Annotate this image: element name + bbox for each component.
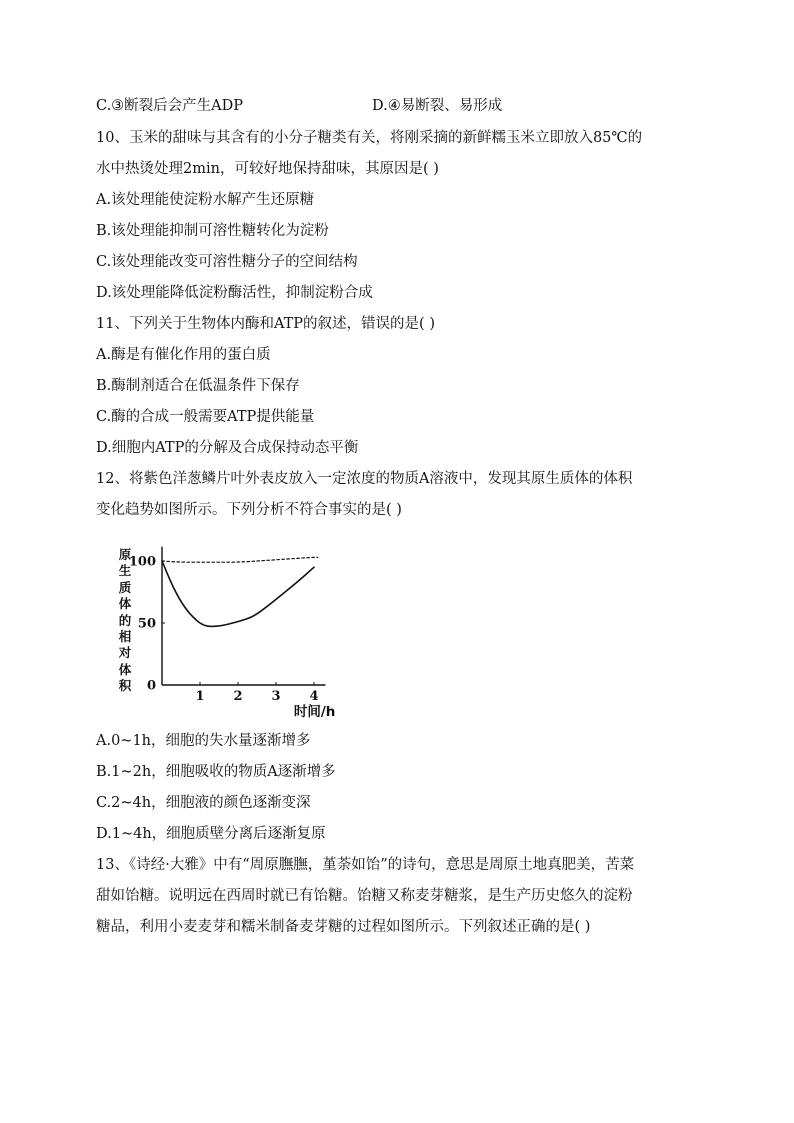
q11-option-c: C.酶的合成一般需要ATP提供能量 bbox=[96, 409, 315, 425]
q11-option-b: B.酶制剂适合在低温条件下保存 bbox=[96, 378, 300, 394]
chart-y-tick-label: 100 bbox=[128, 554, 156, 570]
chart-x-tick-label: 3 bbox=[271, 689, 281, 704]
q11-stem: 11、下列关于生物体内酶和ATP的叙述，错误的是( ) bbox=[96, 316, 435, 332]
q12-option-d: D.1~4h，细胞质壁分离后逐渐复原 bbox=[96, 826, 326, 842]
chart-x-tick-label: 1 bbox=[195, 689, 205, 704]
q11-option-d: D.细胞内ATP的分解及合成保持动态平衡 bbox=[96, 440, 359, 456]
protoplast-volume-chart bbox=[112, 545, 372, 720]
q10-option-c: C.该处理能改变可溶性糖分子的空间结构 bbox=[96, 254, 358, 270]
chart-y-axis-label: 原生质体的相对体积 bbox=[118, 547, 132, 694]
q12-option-a: A.0~1h，细胞的失水量逐渐增多 bbox=[96, 733, 311, 749]
chart-x-axis-label: 时间/h bbox=[293, 704, 336, 720]
chart-series-solid-curve bbox=[162, 561, 314, 626]
q13-stem-line3: 糖品，利用小麦麦芽和糯米制备麦芽糖的过程如图所示。下列叙述正确的是( ) bbox=[96, 919, 591, 935]
q12-option-b: B.1~2h，细胞吸收的物质A逐渐增多 bbox=[96, 764, 336, 780]
q9-option-d: D.④易断裂、易形成 bbox=[372, 98, 503, 114]
q12-stem-line2: 变化趋势如图所示。下列分析不符合事实的是( ) bbox=[96, 502, 402, 518]
chart-x-tick-label: 4 bbox=[309, 689, 319, 704]
chart-x-tick-label: 2 bbox=[233, 689, 243, 704]
q11-option-a: A.酶是有催化作用的蛋白质 bbox=[96, 347, 271, 363]
q10-option-b: B.该处理能抑制可溶性糖转化为淀粉 bbox=[96, 223, 329, 239]
chart-y-tick-label: 50 bbox=[137, 616, 156, 632]
q13-stem-line1: 13、《诗经·大雅》中有“周原膴膴，堇荼如饴”的诗句，意思是周原土地真肥美，苦菜 bbox=[96, 857, 635, 873]
q13-stem-line2: 甜如饴糖。说明远在西周时就已有饴糖。饴糖又称麦芽糖浆，是生产历史悠久的淀粉 bbox=[96, 888, 633, 904]
q12-option-c: C.2~4h，细胞液的颜色逐渐变深 bbox=[96, 795, 311, 811]
q10-stem-line2: 水中热烫处理2min，可较好地保持甜味，其原因是( ) bbox=[96, 161, 439, 177]
chart-series-dashed-line bbox=[162, 557, 318, 562]
chart-plot-area bbox=[112, 545, 372, 720]
chart-y-tick-label: 0 bbox=[146, 678, 156, 694]
q10-option-a: A.该处理能使淀粉水解产生还原糖 bbox=[96, 192, 315, 208]
q10-option-d: D.该处理能降低淀粉酶活性，抑制淀粉合成 bbox=[96, 285, 373, 301]
q9-options-row bbox=[96, 96, 696, 116]
q12-stem-line1: 12、将紫色洋葱鳞片叶外表皮放入一定浓度的物质A溶液中，发现其原生质体的体积 bbox=[96, 471, 633, 487]
q10-stem-line1: 10、玉米的甜味与其含有的小分子糖类有关，将刚采摘的新鲜糯玉米立即放入85℃的 bbox=[96, 130, 643, 146]
q9-option-c: C.③断裂后会产生ADP bbox=[96, 98, 244, 114]
